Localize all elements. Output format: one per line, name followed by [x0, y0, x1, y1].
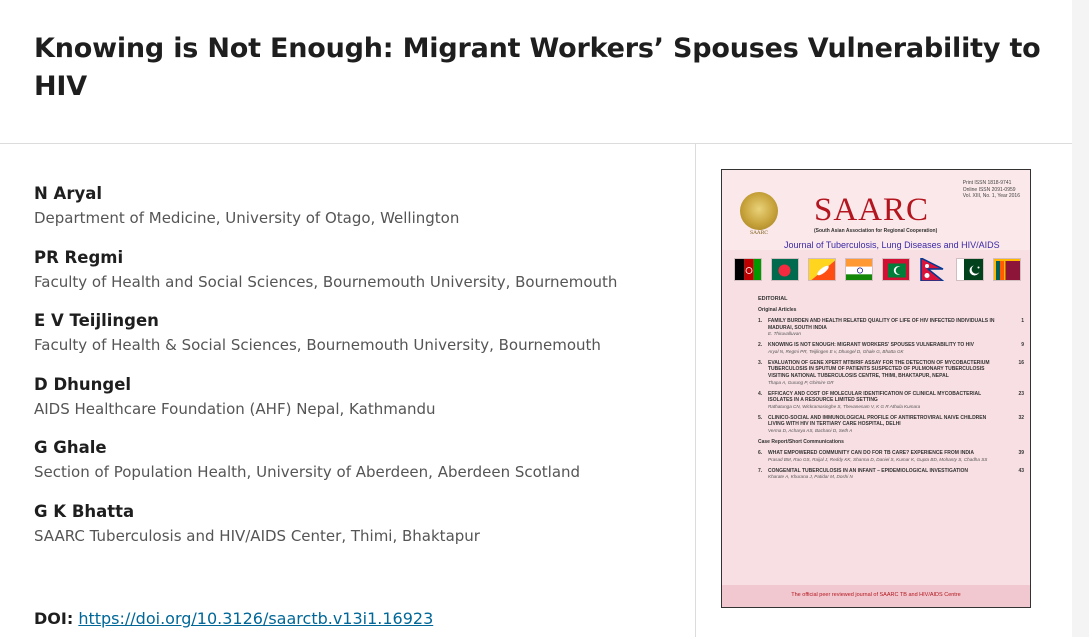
cover-meta-line: Vol. XIII, No. 1, Year 2016	[962, 193, 1020, 199]
author-item	[34, 182, 674, 246]
cover-toc-page: 43	[1018, 467, 1024, 474]
cover-toc-num: 7.	[758, 467, 763, 474]
cover-brand-sub: (South Asian Association for Regional Cooperation)	[814, 228, 938, 234]
cover-toc-num: 5.	[758, 414, 763, 421]
author-affiliation: Faculty of Health & Social Sciences, Bournemouth University, Bournemouth	[34, 336, 601, 355]
journal-cover-image[interactable]	[721, 169, 1031, 608]
cover-toc-page: 23	[1018, 390, 1024, 397]
cover-toc-page: 9	[1021, 342, 1024, 349]
cover-toc-num: 2.	[758, 342, 763, 349]
cover-toc-title: EFFICACY AND COST OF MOLECULAR IDENTIFICATION OF CLINICAL MYCOBACTERIAL ISOLATES IN A RESOURCE LIMITED SETTING	[768, 390, 982, 404]
page-title: Knowing is Not Enough: Migrant Workers’ Spouses Vulnerability to HIV	[34, 33, 1041, 102]
nepal-flag-icon	[919, 258, 947, 281]
cover-toc-title: KNOWING IS NOT ENOUGH: MIGRANT WORKERS' SPOUSES VULNERABILITY TO HIV	[768, 342, 975, 349]
cover-toc-page: 1	[1021, 318, 1024, 324]
author-name: D Dhungel	[34, 374, 132, 394]
cover-toc-page: 39	[1018, 449, 1024, 456]
afghanistan-flag-icon	[734, 258, 762, 281]
author-name: G K Bhatta	[34, 501, 135, 521]
cover-toc-authors: E. Thiruvalluvan	[768, 331, 801, 337]
author-item	[34, 500, 674, 564]
author-list	[34, 182, 674, 564]
cover-brand: SAARC	[814, 192, 930, 228]
doi-line	[34, 607, 433, 631]
bhutan-flag-icon	[808, 258, 836, 281]
cover-toc-authors: Rathatunga CN, Wickramasinghe S, Thevanesam V, K G R Athula Kumara	[768, 403, 921, 409]
column-divider	[695, 144, 696, 637]
cover-toc-item	[758, 468, 1024, 481]
cover-meta-line: Online ISSN 2091-0959	[962, 186, 1016, 193]
author-name: G Ghale	[34, 438, 107, 458]
author-item	[34, 309, 674, 373]
cover-toc-item	[758, 391, 1024, 410]
maldives-flag-icon	[882, 258, 910, 281]
cover-editorial: EDITORIAL	[758, 296, 788, 302]
cover-toc-item	[758, 360, 1024, 386]
cover-journal-name: Journal of Tuberculosis, Lung Diseases and HIV/AIDS	[784, 240, 1000, 250]
cover-toc-page: 16	[1018, 359, 1024, 366]
author-name: PR Regmi	[34, 247, 124, 267]
title-section	[0, 0, 1072, 144]
author-affiliation: Section of Population Health, University of Aberdeen, Aberdeen Scotland	[34, 463, 581, 482]
cover-toc-num: 1.	[758, 318, 763, 324]
cover-toc-num: 6.	[758, 449, 763, 456]
cover-footer	[722, 585, 1030, 607]
cover-original-articles: Original Articles	[758, 307, 797, 313]
member-flags	[734, 258, 1024, 282]
cover-toc-authors: Aryal N, Regmi PR, Teijlingen E v, Dhungel D, Ghale G, Bhatta GK	[768, 348, 904, 354]
cover-toc-num: 3.	[758, 359, 763, 366]
cover-toc-title: CONGENITAL TUBERCULOSIS IN AN INFANT – EPIDEMIOLOGICAL INVESTIGATION	[768, 467, 969, 474]
cover-emblem-label: SAARC	[749, 230, 769, 236]
author-affiliation: SAARC Tuberculosis and HIV/AIDS Center, Thimi, Bhaktapur	[34, 526, 480, 545]
cover-header	[722, 170, 1030, 250]
cover-toc-title: CLINICO-SOCIAL AND IMMUNOLOGICAL PROFILE OF ANTIRETROVIRAL NAIVE CHILDREN LIVING WITH HIV IN TERTIARY CARE HOSPITAL, DELHI	[768, 414, 987, 428]
cover-meta-line: Print ISSN 1818-9741	[962, 180, 1012, 186]
author-item	[34, 436, 674, 500]
author-name: N Aryal	[34, 184, 103, 203]
vertical-scrollbar[interactable]	[1072, 0, 1089, 637]
cover-toc-authors: Kharate A, Khurana J, Patidar M, Doshi N	[768, 474, 853, 480]
cover-toc-item	[758, 415, 1024, 434]
author-item	[34, 373, 674, 437]
cover-toc-num: 4.	[758, 390, 763, 397]
pakistan-flag-icon	[956, 258, 984, 281]
cover-toc-title: EVALUATION OF GENE XPERT MTB/RIF ASSAY FOR THE DETECTION OF MYCOBACTERIUM TUBERCULOSIS IN SPUTUM OF PATIENTS SUSPECTED OF PULMONARY TUBERCULOSIS VISITING NATIONAL TUBERCULOSIS CENTRE, THIMI, BHAKTAPUR, NEPAL	[768, 359, 990, 379]
sri-lanka-flag-icon	[993, 258, 1021, 281]
saarc-emblem-icon	[740, 192, 778, 230]
author-affiliation: AIDS Healthcare Foundation (AHF) Nepal, Kathmandu	[34, 399, 436, 418]
cover-issn	[963, 180, 1020, 200]
cover-toc-authors: Prasad BM, Rao GS, Raijal J, Reddy KK, Sharma D, Daniel S, Kumar K, Gupta BD, Mohanty S, Chadha SS	[768, 456, 988, 462]
author-item	[34, 246, 674, 310]
cover-toc-authors: Thapa A, Gurung P, Ghimire GR	[768, 379, 834, 385]
cover-toc-page: 32	[1018, 414, 1024, 421]
doi-link[interactable]: https://doi.org/10.3126/saarctb.v13i1.16923	[78, 609, 434, 628]
india-flag-icon	[845, 258, 873, 281]
author-affiliation: Department of Medicine, University of Otago, Wellington	[34, 209, 460, 227]
bangladesh-flag-icon	[771, 258, 799, 281]
author-name: E V Teijlingen	[34, 311, 159, 331]
cover-toc-item	[758, 342, 1024, 355]
cover-toc-item	[758, 318, 1024, 337]
cover-toc	[758, 296, 1024, 485]
cover-toc-title: FAMILY BURDEN AND HEALTH RELATED QUALITY OF LIFE OF HIV INFECTED INDIVIDUALS IN MADURAI, SOUTH INDIA	[768, 318, 995, 331]
cover-toc-item	[758, 450, 1024, 463]
doi-label: DOI:	[34, 609, 74, 628]
cover-case-reports: Case Report/Short Communications	[758, 438, 844, 445]
cover-toc-title: WHAT EMPOWERED COMMUNITY CAN DO FOR TB CARE? EXPERIENCE FROM INDIA	[768, 449, 974, 456]
cover-footer-text: The official peer reviewed journal of SAARC TB and HIV/AIDS Centre	[791, 592, 961, 598]
cover-toc-authors: Verma D, Acharya AS, Bachani D, Seth A	[768, 427, 853, 433]
author-affiliation: Faculty of Health and Social Sciences, Bournemouth University, Bournemouth	[34, 272, 618, 291]
